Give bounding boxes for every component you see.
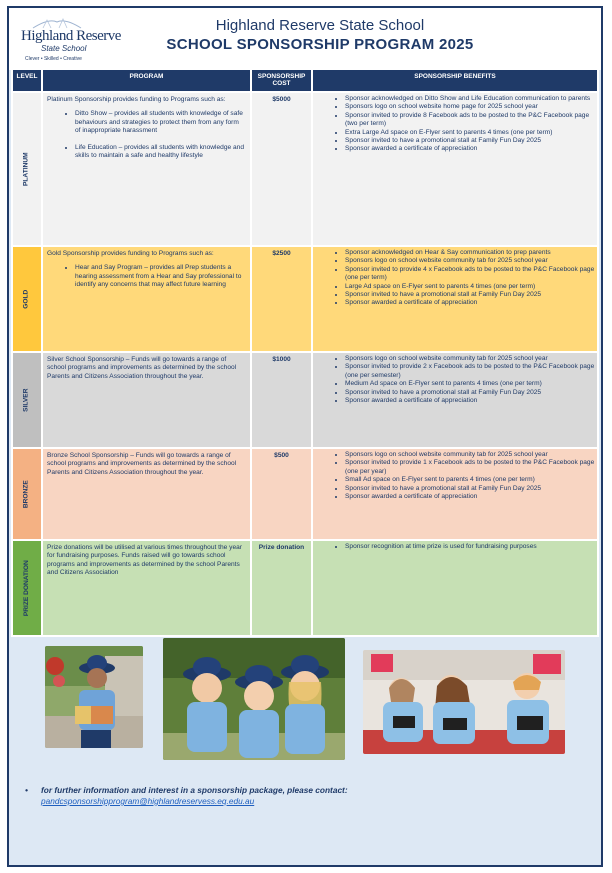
- column-header-benefits: SPONSORSHIP BENEFITS: [313, 70, 597, 91]
- level-label: SILVER: [22, 388, 30, 412]
- level-cell: [13, 449, 41, 539]
- benefits-cell: [313, 353, 597, 447]
- level-label: PRIZE DONATION: [22, 560, 30, 616]
- benefit-item: • Sponsor invited to provide 4 x Facebook ads to be posted to the P&C Facebook page (one per term): [345, 266, 597, 283]
- benefit-item: • Medium Ad space on E-Flyer sent to parents 4 times (one per term): [345, 380, 597, 388]
- photo-student-reading: [45, 646, 143, 748]
- table-row: [13, 93, 597, 245]
- level-cell: [13, 541, 41, 635]
- benefit-item: • Sponsor awarded a certificate of appreciation: [345, 493, 597, 501]
- program-list: [47, 264, 246, 289]
- program-cell: [43, 247, 250, 351]
- column-header-program: PROGRAM: [43, 70, 250, 91]
- program-cell: [43, 353, 250, 447]
- column-header-level: LEVEL: [13, 70, 41, 91]
- program-list-item: • Life Education – provides all students with knowledge and skills to maintain a safe and healthy lifestyle: [75, 144, 246, 161]
- header: [9, 8, 601, 70]
- cost-cell: $5000: [252, 93, 311, 245]
- page-title: SCHOOL SPONSORSHIP PROGRAM 2025: [166, 36, 474, 53]
- benefit-item: • Sponsor invited to provide 1 x Facebook ads to be posted to the P&C Facebook page (one per year): [345, 459, 597, 476]
- logo-main-text: Highland Reserve: [21, 28, 121, 44]
- benefit-item: • Sponsor awarded a certificate of appreciation: [345, 145, 597, 153]
- school-name: Highland Reserve State School: [215, 17, 425, 34]
- benefit-item: • Sponsors logo on school website community tab for 2025 school year: [345, 355, 597, 363]
- benefits-cell: [313, 93, 597, 245]
- benefit-item: • Sponsors logo on school website community tab for 2025 school year: [345, 451, 597, 459]
- program-list: [47, 110, 246, 160]
- program-intro: Platinum Sponsorship provides funding to Programs such as:: [47, 96, 226, 103]
- program-cell: [43, 93, 250, 245]
- level-cell: [13, 247, 41, 351]
- cost-cell: $2500: [252, 247, 311, 351]
- benefits-list: [313, 543, 597, 551]
- contact-email-link[interactable]: pandcsponsorshipprogram@highlandreservess.eq.edu.au: [41, 796, 255, 806]
- bullet-icon: •: [25, 785, 28, 795]
- contact-text: for further information and interest in a sponsorship package, please contact:: [41, 785, 348, 795]
- level-label: BRONZE: [22, 480, 30, 508]
- cost-cell: $1000: [252, 353, 311, 447]
- benefit-item: • Sponsor invited to have a promotional stall at Family Fun Day 2025: [345, 485, 597, 493]
- program-intro: Prize donations will be utilised at various times throughout the year for fundraising purposes. Funds raised will go towards school programs and improvements as determined by the school Parents and Citizens Association: [47, 544, 242, 577]
- benefit-item: • Extra Large Ad space on E-Flyer sent to parents 4 times (one per term): [345, 129, 597, 137]
- program-cell: [43, 541, 250, 635]
- column-header-cost: SPONSORSHIP COST: [252, 70, 311, 91]
- benefit-item: • Sponsor invited to provide 8 Facebook ads to be posted to the P&C Facebook page (two per term): [345, 112, 597, 129]
- table-row: [13, 541, 597, 635]
- benefit-item: • Sponsor acknowledged on Hear & Say communication to prep parents: [345, 249, 597, 257]
- program-list-item: • Hear and Say Program – provides all Prep students a hearing assessment from a Hear and Say professional to identify any concerns that may affect future learning: [75, 264, 246, 289]
- level-cell: [13, 353, 41, 447]
- table-header-row: [13, 70, 597, 91]
- level-label: GOLD: [22, 289, 30, 309]
- contact-section: [25, 785, 585, 806]
- benefit-item: • Sponsor invited to have a promotional stall at Family Fun Day 2025: [345, 389, 597, 397]
- benefit-item: • Sponsor recognition at time prize is used for fundraising purposes: [345, 543, 597, 551]
- photo-students-tablets: [363, 650, 565, 754]
- level-label: PLATINUM: [22, 152, 30, 186]
- benefits-list: [313, 355, 597, 405]
- logo-sub-text: State School: [41, 44, 87, 53]
- table-row: [13, 353, 597, 447]
- program-intro: Gold Sponsorship provides funding to Programs such as:: [47, 250, 214, 257]
- benefit-item: • Sponsor acknowledged on Ditto Show and Life Education communication to parents: [345, 95, 597, 103]
- benefit-item: • Sponsors logo on school website community tab for 2025 school year: [345, 257, 597, 265]
- photo-strip: [9, 632, 601, 762]
- benefits-cell: [313, 247, 597, 351]
- benefits-list: [313, 95, 597, 154]
- cost-cell: Prize donation: [252, 541, 311, 635]
- program-intro: Silver School Sponsorship – Funds will go towards a range of school programs and improvements as determined by the school Parents and Citizens Association throughout the year.: [47, 356, 237, 380]
- benefit-item: • Sponsor awarded a certificate of appreciation: [345, 397, 597, 405]
- logo-tagline: Clever • Skilled • Creative: [25, 56, 82, 62]
- benefits-list: [313, 451, 597, 501]
- table-row: [13, 449, 597, 539]
- benefit-item: • Sponsor awarded a certificate of appreciation: [345, 299, 597, 307]
- program-list-item: • Ditto Show – provides all students with knowledge of safe behaviours and strategies to protect them from any form of inappropriate harassment: [75, 110, 246, 135]
- sponsorship-table: [11, 68, 599, 637]
- level-cell: [13, 93, 41, 245]
- benefits-cell: [313, 541, 597, 635]
- program-intro: Bronze School Sponsorship – Funds will go towards a range of school programs and improvements as determined by the school Parents and Citizens Association throughout the year.: [47, 452, 237, 476]
- benefits-cell: [313, 449, 597, 539]
- cost-cell: $500: [252, 449, 311, 539]
- benefit-item: • Small Ad space on E-Flyer sent to parents 4 times (one per term): [345, 476, 597, 484]
- benefit-item: • Sponsors logo on school website home page for 2025 school year: [345, 103, 597, 111]
- table-row: [13, 247, 597, 351]
- benefit-item: • Large Ad space on E-Flyer sent to parents 4 times (one per term): [345, 283, 597, 291]
- benefit-item: • Sponsor invited to have a promotional stall at Family Fun Day 2025: [345, 137, 597, 145]
- photo-three-students: [163, 638, 345, 760]
- benefits-list: [313, 249, 597, 308]
- program-cell: [43, 449, 250, 539]
- benefit-item: • Sponsor invited to provide 2 x Facebook ads to be posted to the P&C Facebook page (one per semester): [345, 363, 597, 380]
- flyer-page: [7, 6, 603, 867]
- benefit-item: • Sponsor invited to have a promotional stall at Family Fun Day 2025: [345, 291, 597, 299]
